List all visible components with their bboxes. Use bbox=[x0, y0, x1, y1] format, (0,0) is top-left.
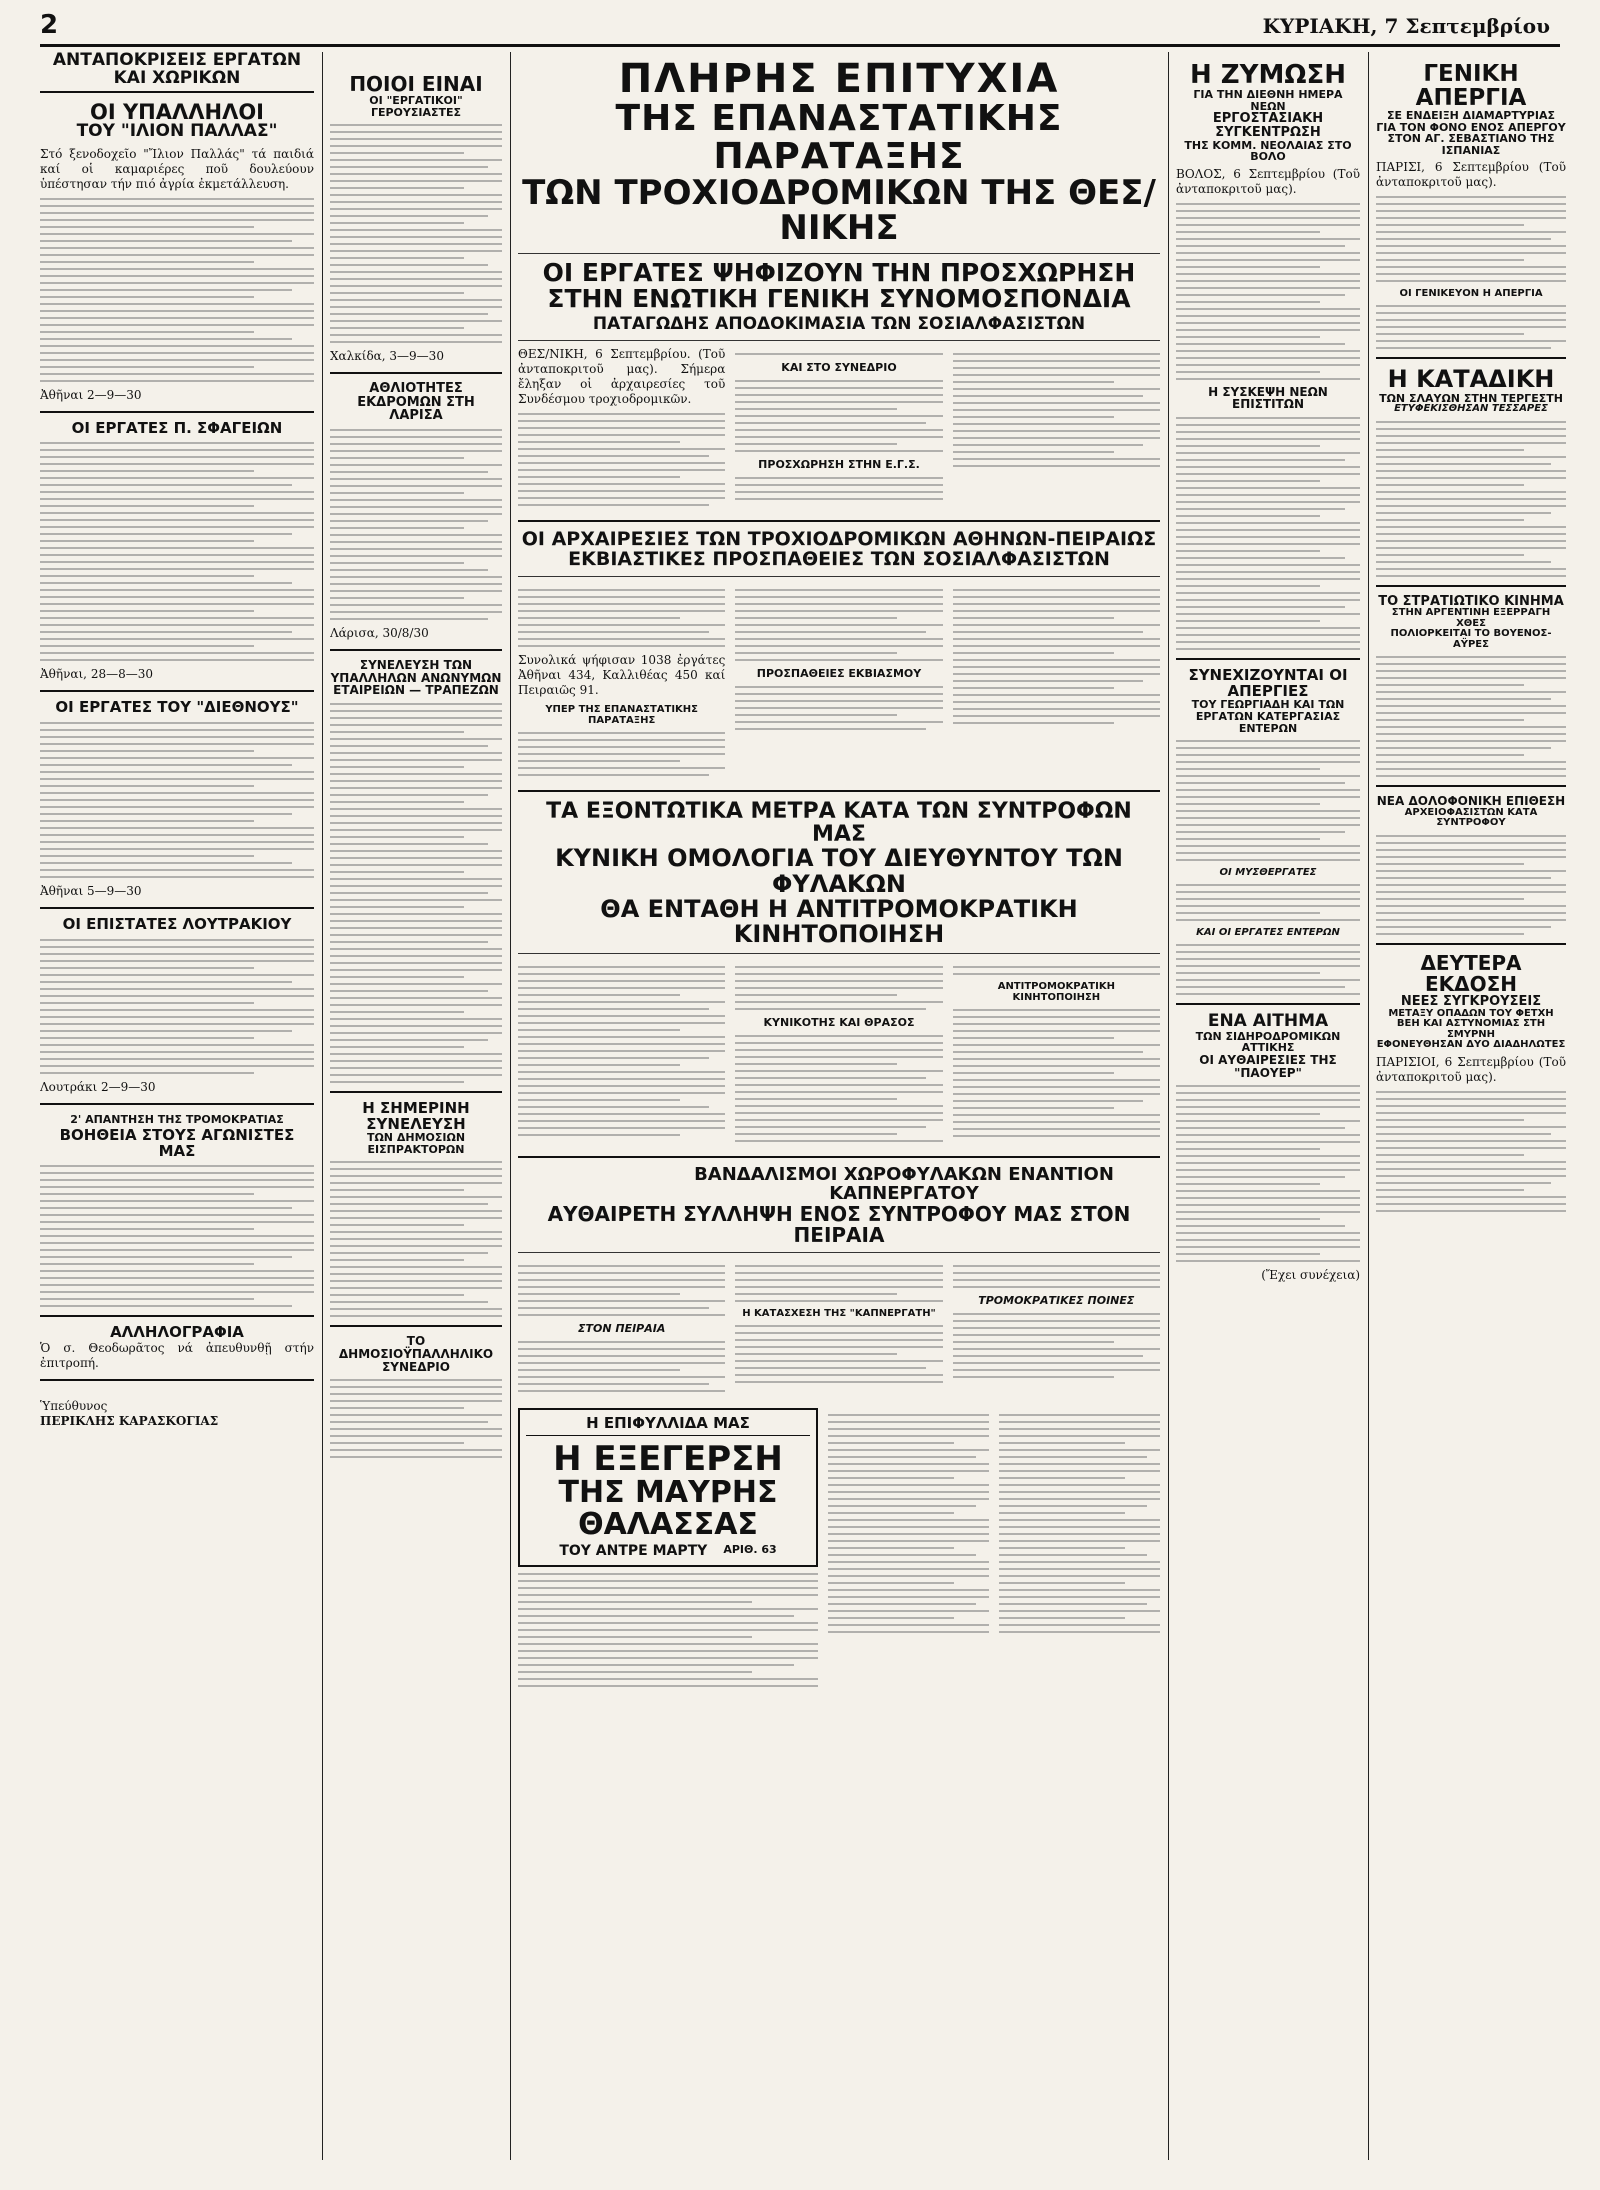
article-body bbox=[1176, 417, 1360, 650]
article-title: ΤΟ ΣΤΡΑΤΙΩΤΙΚΟ ΚΙΝΗΜΑ bbox=[1378, 593, 1564, 609]
story-body bbox=[735, 1265, 942, 1302]
column-4 bbox=[1176, 52, 1360, 1283]
article-title: ΑΘΛΙΟΤΗΤΕΣ ΕΚΔΡΟΜΩΝ ΣΤΗ ΛΑΡΙΣΑ bbox=[357, 381, 475, 424]
separator bbox=[40, 690, 314, 692]
story-subhead: ΥΠΕΡ ΤΗΣ ΕΠΑΝΑΣΤΑΤΙΚΗΣ ΠΑΡΑΤΑΞΗΣ bbox=[545, 704, 698, 727]
article-subtitle: ΕΤΥΦΕΚΙΣΘΗΣΑΝ ΤΕΣΣΑΡΕΣ bbox=[1394, 403, 1548, 415]
story-body bbox=[735, 686, 942, 730]
article-title: Η ΣΗΜΕΡΙΝΗ ΣΥΝΕΛΕΥΣΗ bbox=[362, 1098, 470, 1133]
story-subhead: ΣΤΟΝ ΠΕΙΡΑΙΑ bbox=[577, 1321, 666, 1335]
article-body bbox=[1176, 203, 1360, 380]
article-subtitle: ΝΕΕΣ ΣΥΓΚΡΟΥΣΕΙΣ bbox=[1400, 993, 1542, 1009]
article-body bbox=[330, 429, 502, 620]
article-subtitle: ΓΙΑ ΤΗΝ ΔΙΕΘΝΗ ΗΜΕΡΑ ΝΕΩΝ bbox=[1193, 88, 1343, 113]
separator bbox=[1176, 1003, 1360, 1005]
separator bbox=[518, 953, 1160, 954]
story-subhead: ΚΑΙ ΣΤΟ ΣΥΝΕΔΡΙΟ bbox=[781, 361, 897, 375]
separator bbox=[1176, 658, 1360, 660]
article-subhead: ΟΙ ΓΕΝΙΚΕΥΟΝ Η ΑΠΕΡΓΙΑ bbox=[1399, 288, 1543, 300]
editor-label: Ὑπεύθυνος bbox=[40, 1399, 108, 1414]
story-body bbox=[735, 966, 942, 1010]
headline: ΤΗΣ ΕΠΑΝΑΣΤΑΤΙΚΗΣ ΠΑΡΑΤΑΞΗΣ bbox=[615, 98, 1063, 177]
story-body bbox=[735, 353, 942, 355]
separator bbox=[518, 576, 1160, 577]
article-title: ΟΙ ΥΠΑΛΛΗΛΟΙ bbox=[89, 99, 264, 124]
article-title: ΔΕΥΤΕΡΑ ΕΚΔΟΣΗ bbox=[1420, 950, 1522, 996]
article-title: ΣΥΝΕΧΙΖΟΥΝΤΑΙ ΟΙ ΑΠΕΡΓΙΕΣ bbox=[1188, 665, 1348, 700]
serial-feature-box bbox=[518, 1408, 818, 1567]
column-5 bbox=[1376, 52, 1566, 1218]
column-1 bbox=[40, 52, 314, 1429]
separator bbox=[330, 1325, 502, 1327]
article-lead: ΠΑΡΙΣΙ, 6 Σεπτεμβρίου (Τοῦ ἀνταποκριτοῦ μας). bbox=[1376, 160, 1566, 190]
separator bbox=[518, 1252, 1160, 1253]
story-subhead: ΠΡΟΣΧΩΡΗΣΗ ΣΤΗΝ Ε.Γ.Σ. bbox=[758, 458, 920, 472]
story-subhead: ΠΡΟΣΠΑΘΕΙΕΣ ΕΚΒΙΑΣΜΟΥ bbox=[756, 667, 922, 681]
separator bbox=[1376, 785, 1566, 787]
article-body bbox=[40, 1165, 314, 1307]
vote-count: Συνολικά ψήφισαν 1038 ἐργάτες Ἀθῆναι 434, Καλλιθέας 450 καί Πειραιῶς 91. bbox=[518, 653, 726, 698]
story-subhead: ΤΡΟΜΟΚΡΑΤΙΚΕΣ ΠΟΙΝΕΣ bbox=[978, 1293, 1135, 1307]
column-rule bbox=[1368, 52, 1369, 2160]
story-body bbox=[735, 380, 942, 452]
article-title: ΣΥΝΕΛΕΥΣΗ ΤΩΝ ΥΠΑΛΛΗΛΩΝ ΑΝΩΝΥΜΩΝ ΕΤΑΙΡΕΙΩΝ — ΤΡΑΠΕΖΩΝ bbox=[330, 658, 502, 698]
article-body bbox=[40, 939, 314, 1074]
column-rule bbox=[322, 52, 323, 2160]
article-subtitle: ΤΩΝ ΣΛΑΥΩΝ ΣΤΗΝ ΤΕΡΓΕΣΤΗ bbox=[1379, 391, 1563, 405]
article-body bbox=[330, 703, 502, 1083]
story-body bbox=[999, 1414, 1160, 1633]
separator bbox=[40, 1315, 314, 1317]
story-body bbox=[518, 589, 725, 647]
article-title: ΑΛΛΗΛΟΓΡΑΦΙΑ bbox=[110, 1323, 244, 1342]
separator bbox=[1376, 943, 1566, 945]
article-title: ΟΙ ΕΠΙΣΤΑΤΕΣ ΛΟΥΤΡΑΚΙΟΥ bbox=[62, 915, 292, 934]
serial-title: Η ΕΞΕΓΕΡΣΗ bbox=[553, 1438, 783, 1479]
column-2 bbox=[330, 52, 502, 1464]
article-title: ΟΙ ΕΡΓΑΤΕΣ Π. ΣΦΑΓΕΙΩΝ bbox=[71, 418, 283, 437]
story-headline: ΕΚΒΙΑΣΤΙΚΕΣ ΠΡΟΣΠΑΘΕΙΕΣ ΤΩΝ ΣΟΣΙΑΛΦΑΣΙΣΤΩΝ bbox=[568, 548, 1110, 571]
article-text: Ὁ σ. Θεοδωρᾶτος νά ἀπευθυνθῇ στήν ἐπιτροπή. bbox=[40, 1341, 314, 1371]
article-subtitle: ΟΙ ΑΥΘΑΙΡΕΣΙΕΣ ΤΗΣ "ΠΑΟΥΕΡ" bbox=[1199, 1053, 1337, 1080]
story-body bbox=[953, 1009, 1160, 1137]
story-columns bbox=[518, 960, 1160, 1148]
story-body bbox=[735, 477, 942, 500]
serial-title: ΤΗΣ ΜΑΥΡΗΣ ΘΑΛΑΣΣΑΣ bbox=[558, 1475, 778, 1542]
separator bbox=[330, 649, 502, 651]
lower-section bbox=[518, 1408, 1160, 1693]
article-title: Η ΣΥΣΚΕΨΗ ΝΕΩΝ ΕΠΙΣΤΙΤΩΝ bbox=[1208, 384, 1328, 412]
article-title: ΝΕΑ ΔΟΛΟΦΟΝΙΚΗ ΕΠΙΘΕΣΗ bbox=[1376, 794, 1566, 809]
article-subtitle: ΕΦΟΝΕΥΘΗΣΑΝ ΔΥΟ ΔΙΑΔΗΛΩΤΕΣ bbox=[1376, 1039, 1566, 1051]
story-body bbox=[828, 1414, 989, 1633]
serial-number: ΑΡΙΘ. 63 bbox=[723, 1543, 777, 1557]
article-subhead: ΟΙ ΜΥΣΘΕΡΓΑΤΕΣ bbox=[1219, 867, 1317, 879]
story-body bbox=[953, 353, 1160, 467]
article-signoff: Ἀθῆναι, 28—8—30 bbox=[40, 667, 153, 682]
page-number: 2 bbox=[40, 10, 59, 40]
article-subtitle: ΕΡΓΟΣΤΑΣΙΑΚΗ ΣΥΓΚΕΝΤΡΩΣΗ bbox=[1212, 111, 1324, 141]
story-lead: ΘΕΣ/ΝΙΚΗ, 6 Σεπτεμβρίου. (Τοῦ ἀνταποκριτοῦ μας). Σήμερα ἔληξαν οἱ ἀρχαιρεσίες τοῦ Συνδέσμου τροχιοδρομικῶν. bbox=[518, 347, 726, 407]
subheadline: ΠΑΤΑΓΩΔΗΣ ΑΠΟΔΟΚΙΜΑΣΙΑ ΤΩΝ ΣΟΣΙΑΛΦΑΣΙΣΤΩΝ bbox=[592, 314, 1086, 335]
article-title: ΤΟ ΔΗΜΟΣΙΟΫΠΑΛΛΗΛΙΚΟ ΣΥΝΕΔΡΙΟ bbox=[338, 1334, 494, 1374]
column-rule bbox=[510, 52, 511, 2160]
story-headline: ΑΥΘΑΙΡΕΤΗ ΣΥΛΛΗΨΗ ΕΝΟΣ ΣΥΝΤΡΟΦΟΥ ΜΑΣ ΣΤΟΝ ΠΕΙΡΑΙΑ bbox=[547, 1201, 1131, 1247]
article-body bbox=[1176, 1085, 1360, 1262]
separator bbox=[330, 372, 502, 374]
article-title: Η ΚΑΤΑΔΙΚΗ bbox=[1387, 365, 1555, 394]
story-body bbox=[518, 1265, 725, 1316]
section-title: ΑΝΤΑΠΟΚΡΙΣΕΙΣ ΕΡΓΑΤΩΝ ΚΑΙ ΧΩΡΙΚΩΝ bbox=[40, 52, 314, 93]
article-title: ΠΟΙΟΙ ΕΙΝΑΙ bbox=[349, 72, 483, 96]
story-body bbox=[735, 589, 942, 661]
article-signoff: Λουτράκι 2—9—30 bbox=[40, 1079, 156, 1094]
article-title: ΓΕΝΙΚΗ ΑΠΕΡΓΙΑ bbox=[1415, 61, 1527, 112]
article-subtitle: ΣΕ ΕΝΔΕΙΞΗ ΔΙΑΜΑΡΤΥΡΙΑΣ ΓΙΑ ΤΟΝ ΦΟΝΟ ΕΝΟΣ ΑΠΕΡΓΟΥ ΣΤΟΝ ΑΓ. ΣΕΒΑΣΤΙΑΝΟ ΤΗΣ ΙΣΠΑΝΙΑΣ bbox=[1376, 109, 1566, 157]
headline: ΤΩΝ ΤΡΟΧΙΟΔΡΟΜΙΚΩΝ ΤΗΣ ΘΕΣ/ΝΙΚΗΣ bbox=[522, 172, 1156, 249]
story-body bbox=[735, 1325, 942, 1383]
article-subtitle: ΤΟΥ ΓΕΩΡΓΙΑΔΗ ΚΑΙ ΤΩΝ ΕΡΓΑΤΩΝ ΚΑΤΕΡΓΑΣΙΑΣ ΕΝΤΕΡΩΝ bbox=[1191, 698, 1345, 735]
article-body bbox=[1176, 884, 1360, 921]
story-subhead: ΑΝΤΙΤΡΟΜΟΚΡΑΤΙΚΗ ΚΙΝΗΤΟΠΟΙΗΣΗ bbox=[997, 981, 1115, 1004]
article-body bbox=[1176, 944, 1360, 995]
story-body bbox=[518, 1341, 725, 1392]
separator bbox=[518, 340, 1160, 341]
article-subtitle: ΤΩΝ ΣΙΔΗΡΟΔΡΟΜΙΚΩΝ ΑΤΤΙΚΗΣ bbox=[1195, 1029, 1341, 1055]
separator bbox=[518, 790, 1160, 792]
story-body bbox=[518, 966, 725, 1136]
story-subhead: Η ΚΑΤΑΣΧΕΣΗ ΤΗΣ "ΚΑΠΝΕΡΓΑΤΗ" bbox=[742, 1307, 936, 1319]
separator bbox=[40, 1379, 314, 1381]
article-body bbox=[40, 442, 314, 661]
story-headline: ΤΑ ΕΞΟΝΤΩΤΙΚΑ ΜΕΤΡΑ ΚΑΤΑ ΤΩΝ ΣΥΝΤΡΟΦΩΝ ΜΑΣ bbox=[546, 799, 1132, 848]
story-headline: ΘΑ ΕΝΤΑΘΗ Η ΑΝΤΙΤΡΟΜΟΚΡΑΤΙΚΗ ΚΙΝΗΤΟΠΟΙΗΣΗ bbox=[600, 894, 1078, 948]
story-columns bbox=[518, 583, 1160, 782]
separator bbox=[330, 1091, 502, 1093]
story-headline: ΟΙ ΑΡΧΑΙΡΕΣΙΕΣ ΤΩΝ ΤΡΟΧΙΟΔΡΟΜΙΚΩΝ ΑΘΗΝΩΝ-ΠΕΙΡΑΙΩΣ bbox=[521, 528, 1157, 551]
story-body bbox=[735, 1035, 942, 1142]
story-body bbox=[953, 1313, 1160, 1378]
article-subhead: ΚΑΙ ΟΙ ΕΡΓΑΤΕΣ ΕΝΤΕΡΩΝ bbox=[1196, 927, 1340, 939]
subheadline: ΟΙ ΕΡΓΑΤΕΣ ΨΗΦΙΖΟΥΝ ΤΗΝ ΠΡΟΣΧΩΡΗΣΗ bbox=[542, 257, 1136, 287]
continued-note: (Ἔχει συνέχεια) bbox=[1261, 1268, 1360, 1283]
article-subtitle: ΑΡΧΕΙΟΦΑΣΙΣΤΩΝ ΚΑΤΑ ΣΥΝΤΡΟΦΟΥ bbox=[1404, 806, 1538, 829]
article-subtitle: ΤΩΝ ΔΗΜΟΣΙΩΝ ΕΙΣΠΡΑΚΤΟΡΩΝ bbox=[366, 1131, 466, 1156]
story-body bbox=[518, 413, 725, 506]
article-subtitle: ΤΟΥ "ΙΛΙΟΝ ΠΑΛΛΑΣ" bbox=[76, 120, 278, 141]
article-lead: Στό ξενοδοχεῖο "Ἴλιον Παλλάς" τά παιδιά καί οἱ καμαριέρες ποῦ δουλεύουν ὑπέστησαν τήν πιό ἀγρία ἐκμετάλλευση. bbox=[40, 146, 314, 191]
article-body bbox=[330, 1161, 502, 1317]
story-body bbox=[953, 589, 1160, 724]
main-story bbox=[518, 52, 1160, 1693]
article-title: Η ΖΥΜΩΣΗ bbox=[1190, 60, 1346, 90]
story-body bbox=[953, 966, 1160, 975]
article-title: ΒΟΗΘΕΙΑ ΣΤΟΥΣ ΑΓΩΝΙΣΤΕΣ ΜΑΣ bbox=[59, 1125, 295, 1160]
article-signoff: Ἀθῆναι 2—9—30 bbox=[40, 387, 142, 402]
serial-author: ΤΟΥ ΑΝΤΡΕ ΜΑΡΤΥ bbox=[559, 1543, 708, 1560]
separator bbox=[518, 253, 1160, 254]
headline: ΠΛΗΡΗΣ ΕΠΙΤΥΧΙΑ bbox=[618, 56, 1060, 102]
separator bbox=[40, 411, 314, 413]
story-columns bbox=[518, 347, 1160, 512]
separator bbox=[518, 1156, 1160, 1158]
column-rule bbox=[1168, 52, 1169, 2160]
article-body bbox=[330, 124, 502, 343]
article-lead: ΒΟΛΟΣ, 6 Σεπτεμβρίου (Τοῦ ἀνταποκριτοῦ μας). bbox=[1176, 166, 1360, 196]
article-title: ΕΝΑ ΑΙΤΗΜΑ bbox=[1207, 1011, 1329, 1032]
article-body bbox=[1376, 305, 1566, 349]
article-body bbox=[1376, 421, 1566, 577]
separator bbox=[518, 520, 1160, 522]
article-body bbox=[1376, 656, 1566, 777]
dateline: ΚΥΡΙΑΚΗ, 7 Σεπτεμβρίου bbox=[1262, 14, 1550, 38]
story-body bbox=[953, 1265, 1160, 1288]
article-title: ΟΙ ΕΡΓΑΤΕΣ ΤΟΥ "ΔΙΕΘΝΟΥΣ" bbox=[55, 698, 299, 717]
article-subtitle: ΤΗΣ ΚΟΜΜ. ΝΕΟΛΑΙΑΣ ΣΤΟ ΒΟΛΟ bbox=[1184, 138, 1352, 164]
article-body bbox=[1376, 835, 1566, 935]
article-kicker: 2' ΑΠΑΝΤΗΣΗ ΤΗΣ ΤΡΟΜΟΚΡΑΤΙΑΣ bbox=[70, 1112, 284, 1126]
subheadline: ΣΤΗΝ ΕΝΩΤΙΚΗ ΓΕΝΙΚΗ ΣΥΝΟΜΟΣΠΟΝΔΙΑ bbox=[547, 284, 1131, 314]
serial-text bbox=[518, 1573, 818, 1687]
article-body bbox=[1376, 196, 1566, 282]
article-body bbox=[40, 722, 314, 878]
editor-name: ΠΕΡΙΚΛΗΣ ΚΑΡΑΣΚΟΓΙΑΣ bbox=[40, 1414, 219, 1429]
serial-kicker: Η ΕΠΙΦΥΛΛΙΔΑ ΜΑΣ bbox=[526, 1416, 810, 1436]
story-headline: ΒΑΝΔΑΛΙΣΜΟΙ ΧΩΡΟΦΥΛΑΚΩΝ ΕΝΑΝΤΙΟΝ ΚΑΠΝΕΡΓΑΤΟΥ bbox=[694, 1164, 1114, 1205]
separator bbox=[1376, 357, 1566, 359]
article-body bbox=[1376, 1091, 1566, 1212]
article-body bbox=[330, 1379, 502, 1458]
story-headline: ΚΥΝΙΚΗ ΟΜΟΛΟΓΙΑ ΤΟΥ ΔΙΕΥΘΥΝΤΟΥ ΤΩΝ ΦΥΛΑΚΩΝ bbox=[555, 844, 1123, 898]
separator bbox=[1376, 585, 1566, 587]
article-subtitle: ΣΤΗΝ ΑΡΓΕΝΤΙΝΗ ΕΞΕΡΡΑΓΗ ΧΘΕΣ bbox=[1391, 607, 1551, 629]
separator bbox=[40, 1103, 314, 1105]
article-subtitle: ΜΕΤΑΞΥ ΟΠΑΔΩΝ ΤΟΥ ΦΕΤΧΗ ΒΕΗ ΚΑΙ ΑΣΤΥΝΟΜΙΑΣ ΣΤΗ ΣΜΥΡΝΗ bbox=[1388, 1007, 1554, 1040]
article-subtitle: ΠΟΛΙΟΡΚΕΙΤΑΙ ΤΟ ΒΟΥΕΝΟΣ-ΑΫΡΕΣ bbox=[1390, 628, 1552, 650]
article-body bbox=[1176, 740, 1360, 861]
separator bbox=[40, 907, 314, 909]
article-signoff: Χαλκίδα, 3—9—30 bbox=[330, 349, 444, 364]
header-rule bbox=[40, 44, 1560, 47]
story-columns bbox=[518, 1259, 1160, 1398]
article-body bbox=[40, 198, 314, 382]
article-lead: ΠΑΡΙΣΙΟΙ, 6 Σεπτεμβρίου (Τοῦ ἀνταποκριτοῦ μας). bbox=[1376, 1054, 1566, 1084]
article-signoff: Ἀθῆναι 5—9—30 bbox=[40, 884, 142, 899]
story-subhead: ΚΥΝΙΚΟΤΗΣ ΚΑΙ ΘΡΑΣΟΣ bbox=[763, 1016, 915, 1030]
article-subtitle: ΟΙ "ΕΡΓΑΤΙΚΟΙ" ΓΕΡΟΥΣΙΑΣΤΕΣ bbox=[369, 94, 463, 119]
story-body bbox=[518, 732, 725, 776]
article-signoff: Λάρισα, 30/8/30 bbox=[330, 626, 429, 641]
